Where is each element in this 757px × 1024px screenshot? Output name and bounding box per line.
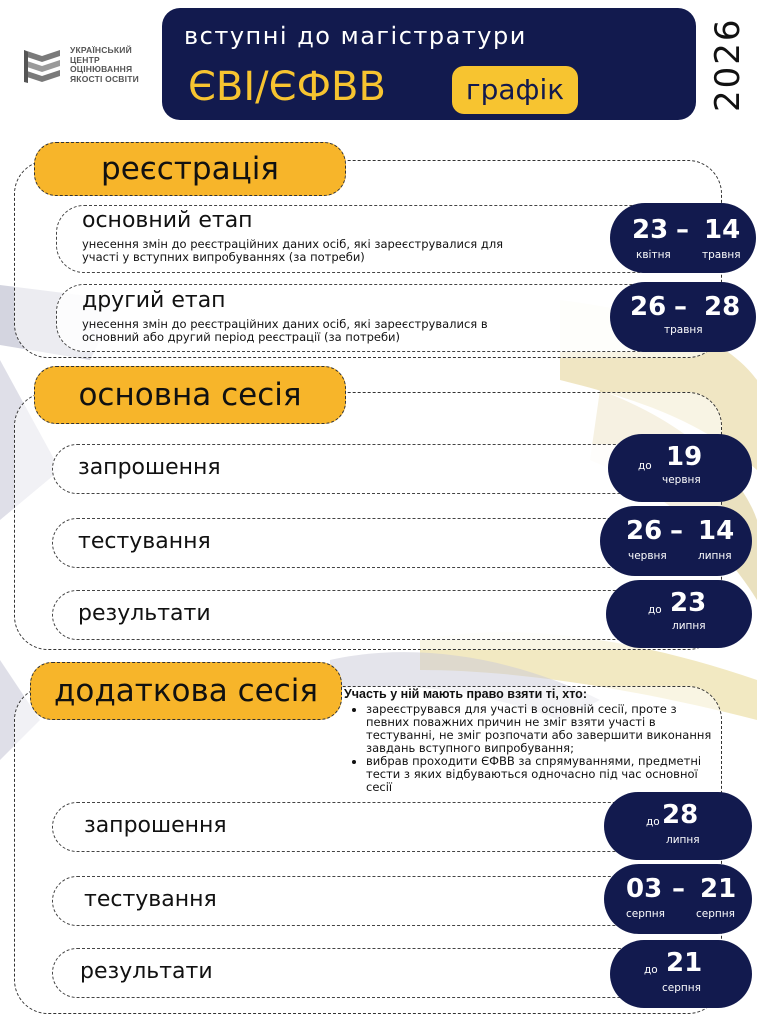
logo-text xyxy=(70,46,139,84)
note-item: • зареєструвався для участі в основній сесії, проте з певних поважних причин не зміг взяти участі в тестуванні, не зміг розпочати або завершити виконання завдань вступного випробування; xyxy=(366,703,714,755)
header-subtitle: вступні до магістратури xyxy=(184,22,527,50)
note-heading: Участь у ній мають право взяти ті, хто: xyxy=(344,687,587,701)
main-testing-dates xyxy=(600,506,752,576)
second-stage-dates xyxy=(610,282,756,352)
registration-tab: реєстрація xyxy=(34,142,346,196)
date-month: липня xyxy=(666,834,700,846)
main-session-tab: основна сесія xyxy=(34,366,346,424)
main-stage-dates xyxy=(610,203,756,273)
extra-session-note xyxy=(344,688,714,794)
date-to-day: 21 xyxy=(700,874,737,904)
date-month: червня xyxy=(662,474,701,486)
main-testing-title: тестування xyxy=(78,529,211,554)
second-stage-desc: унесення змін до реєстраційних даних осіб, які зареєструвалися в основний або другий період реєстрації (за потреби) xyxy=(82,317,488,344)
date-from-month: квітня xyxy=(636,249,671,261)
year-text: 2026 xyxy=(708,17,748,112)
extra-invitation-date xyxy=(604,792,752,860)
date-prefix: до xyxy=(648,604,662,616)
date-to-month: серпня xyxy=(696,908,735,920)
date-from-day: 03 xyxy=(626,874,663,904)
logo-line: ЦЕНТР xyxy=(70,54,100,65)
header-title: ЄВІ/ЄФВВ xyxy=(188,64,386,110)
logo-line: ОЦІНЮВАННЯ xyxy=(70,64,133,74)
date-dash: – xyxy=(670,516,683,546)
date-to-day: 14 xyxy=(704,215,741,245)
date-day: 21 xyxy=(666,948,703,978)
extra-invitation-title: запрошення xyxy=(84,813,227,838)
main-results-title: результати xyxy=(78,601,211,626)
date-to-day: 14 xyxy=(698,516,735,546)
second-stage-title: другий етап xyxy=(82,288,226,313)
extra-testing-dates xyxy=(604,864,752,934)
date-to-month: травня xyxy=(702,249,741,261)
date-to-month: липня xyxy=(698,550,732,562)
date-from-day: 26 xyxy=(630,292,667,322)
date-month: липня xyxy=(672,620,706,632)
date-dash: – xyxy=(672,874,685,904)
main-invitation-date xyxy=(608,434,752,502)
date-day: 23 xyxy=(670,588,707,618)
date-dash: – xyxy=(674,292,687,322)
date-from-month: серпня xyxy=(626,908,665,920)
main-results-date xyxy=(606,580,752,648)
date-from-month: червня xyxy=(628,550,667,562)
year-label xyxy=(708,14,748,124)
logo-line: УКРАЇНСЬКИЙ xyxy=(70,45,132,55)
date-day: 28 xyxy=(662,800,699,830)
book-stack-logo-icon xyxy=(20,44,64,88)
ucequality-logo xyxy=(20,44,150,88)
date-month: серпня xyxy=(662,982,701,994)
date-from-day: 23 xyxy=(632,215,669,245)
date-dash: – xyxy=(676,215,689,245)
date-to-day: 28 xyxy=(704,292,741,322)
logo-line: ЯКОСТІ ОСВІТИ xyxy=(70,73,139,84)
note-list xyxy=(344,703,714,794)
date-prefix: до xyxy=(646,816,660,828)
extra-results-date xyxy=(610,940,752,1008)
main-stage-desc: унесення змін до реєстраційних даних осіб, які зареєструвалися для участі у вступних випробуваннях (за потреби) xyxy=(82,237,504,264)
header-banner xyxy=(162,8,696,120)
extra-results-title: результати xyxy=(80,959,213,984)
date-prefix: до xyxy=(644,964,658,976)
date-month: травня xyxy=(664,324,703,336)
main-stage-title: основний етап xyxy=(82,208,253,233)
main-invitation-title: запрошення xyxy=(78,455,221,480)
date-day: 19 xyxy=(666,442,703,472)
schedule-badge: графік xyxy=(452,66,578,114)
date-prefix: до xyxy=(638,460,652,472)
note-item: • вибрав проходити ЄФВВ за спрямуваннями, предметні тести з яких відбуваються одночасно під час основної сесії xyxy=(366,755,714,794)
extra-session-tab: додаткова сесія xyxy=(30,662,342,720)
extra-testing-title: тестування xyxy=(84,887,217,912)
date-from-day: 26 xyxy=(626,516,663,546)
